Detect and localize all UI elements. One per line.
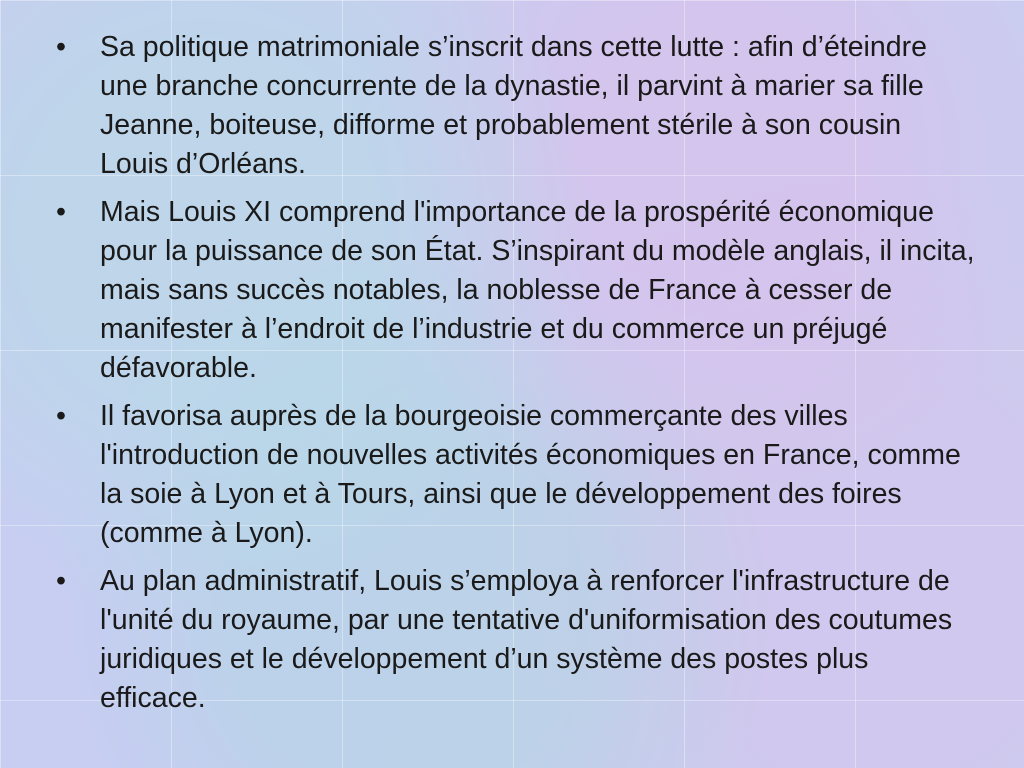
bullet-marker: •: [56, 31, 66, 63]
bullet-item-2: [56, 193, 976, 388]
bullet-text-4: Au plan administratif, Louis s’employa à renforcer l'infrastructure de l'unité du royaume, par une tentative d'uniformisation des coutumes juridiques et le développement d’un système des postes plus efficace.: [100, 565, 953, 714]
bullet-text-1: Sa politique matrimoniale s’inscrit dans cette lutte : afin d’éteindre une branche concurrente de la dynastie, il parvint à marier sa fille Jeanne, boiteuse, difforme et probablement stérile à son cousin Louis d’Orléans.: [100, 31, 927, 180]
bullet-text-2: Mais Louis XI comprend l'importance de la prospérité économique pour la puissance de son État. S’inspirant du modèle anglais, il incita, mais sans succès notables, la noblesse de France à cesser de manifester à l’endroit de l’industrie et du commerce un préjugé défavorable.: [100, 196, 975, 384]
bullet-item-3: [56, 397, 976, 553]
bullet-list: [56, 28, 976, 727]
bullet-marker: •: [56, 400, 66, 432]
bullet-item-4: [56, 562, 976, 718]
bullet-text-3: Il favorisa auprès de la bourgeoisie commerçante des villes l'introduction de nouvelles activités économiques en France, comme la soie à Lyon et à Tours, ainsi que le développement des foires (comme à Lyon).: [100, 400, 961, 549]
bullet-item-1: [56, 28, 976, 184]
bullet-marker: •: [56, 196, 66, 228]
bullet-marker: •: [56, 565, 66, 597]
